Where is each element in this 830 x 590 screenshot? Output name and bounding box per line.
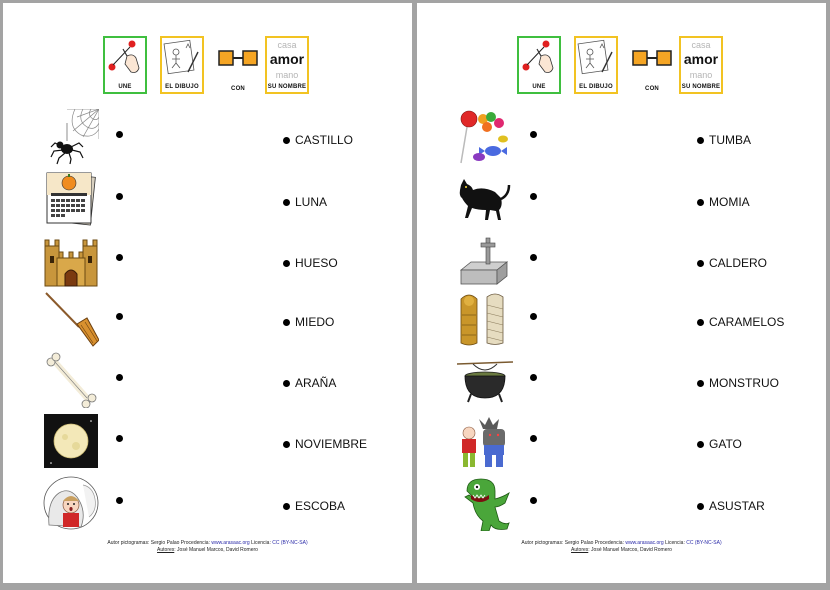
match-dot-right[interactable] <box>697 199 704 206</box>
credits-line-1 <box>417 540 826 547</box>
match-dot-right[interactable] <box>283 441 290 448</box>
match-dot-right[interactable] <box>283 199 290 206</box>
dibujo-label: EL DIBUJO <box>165 84 199 90</box>
con-label: CON <box>231 86 245 92</box>
match-dot-right[interactable] <box>697 137 704 144</box>
match-row <box>417 289 826 349</box>
mummies-icon <box>457 291 513 347</box>
credits-authors: : José Manuel Marcos, David Romero <box>174 547 258 553</box>
match-dot-right[interactable] <box>697 319 704 326</box>
credits-license-link[interactable]: CC (BY-NC-SA) <box>686 540 722 546</box>
match-word: GATO <box>709 437 742 451</box>
match-row <box>3 107 412 167</box>
match-dot-left[interactable] <box>116 374 123 381</box>
match-row <box>417 230 826 290</box>
credits-authors-label: Autores <box>571 547 589 553</box>
word-middle: amor <box>269 51 305 67</box>
castle-icon <box>43 232 99 288</box>
match-word: ESCOBA <box>295 499 346 513</box>
credits-line-2 <box>3 547 412 554</box>
dibujo-label: EL DIBUJO <box>579 84 613 90</box>
word-top: casa <box>277 40 297 50</box>
match-dot-left[interactable] <box>116 131 123 138</box>
credits-footer <box>3 540 412 554</box>
credits-prefix: Autor pictogramas: <box>521 540 565 546</box>
dibujo-pictogram <box>160 36 204 94</box>
match-row <box>3 473 412 533</box>
match-dot-left[interactable] <box>530 254 537 261</box>
credits-footer <box>417 540 826 554</box>
bone-icon <box>43 352 99 408</box>
con-label: CON <box>645 86 659 92</box>
broom-icon <box>43 291 99 347</box>
match-dot-left[interactable] <box>116 497 123 504</box>
match-dot-left[interactable] <box>530 497 537 504</box>
match-word: ASUSTAR <box>709 499 765 513</box>
monster-icon <box>457 413 513 469</box>
match-dot-right[interactable] <box>697 441 704 448</box>
match-row <box>3 289 412 349</box>
match-row <box>417 350 826 410</box>
credits-authors: : José Manuel Marcos, David Romero <box>588 547 672 553</box>
match-dot-right[interactable] <box>283 380 290 387</box>
credits-source-label: Procedencia: <box>179 540 212 546</box>
match-row <box>417 107 826 167</box>
fear-icon <box>43 475 99 531</box>
nombre-label: SU NOMBRE <box>681 84 721 90</box>
connect-dots-icon <box>519 38 559 84</box>
credits-line-1 <box>3 540 412 547</box>
credits-source-label: Procedencia: <box>593 540 626 546</box>
con-pictogram <box>216 36 260 94</box>
match-dot-left[interactable] <box>530 313 537 320</box>
match-row <box>3 169 412 229</box>
une-pictogram <box>103 36 147 94</box>
match-dot-right[interactable] <box>283 503 290 510</box>
credits-license-label: Licencia: <box>249 540 273 546</box>
match-word: MONSTRUO <box>709 376 779 390</box>
link-icon <box>630 36 674 82</box>
scare-icon <box>457 475 513 531</box>
match-row <box>3 350 412 410</box>
instruction-strip <box>103 36 318 98</box>
match-dot-right[interactable] <box>283 319 290 326</box>
match-dot-right[interactable] <box>697 380 704 387</box>
match-word: NOVIEMBRE <box>295 437 368 451</box>
drawing-icon <box>576 38 616 84</box>
une-label: UNE <box>532 84 546 90</box>
worksheet-page-left <box>3 3 412 583</box>
match-dot-left[interactable] <box>530 193 537 200</box>
con-pictogram <box>630 36 674 94</box>
match-word: LUNA <box>295 195 328 209</box>
nombre-label: SU NOMBRE <box>267 84 307 90</box>
november-calendar-icon <box>43 171 99 227</box>
match-row <box>3 411 412 471</box>
dibujo-pictogram <box>574 36 618 94</box>
black-cat-icon <box>457 171 513 227</box>
match-word: CALDERO <box>709 256 768 270</box>
match-dot-left[interactable] <box>116 435 123 442</box>
une-label: UNE <box>118 84 132 90</box>
word-top: casa <box>691 40 711 50</box>
match-word: ARAÑA <box>295 376 337 390</box>
match-dot-right[interactable] <box>697 503 704 510</box>
drawing-icon <box>162 38 202 84</box>
une-pictogram <box>517 36 561 94</box>
match-dot-left[interactable] <box>116 193 123 200</box>
match-dot-left[interactable] <box>530 131 537 138</box>
cauldron-icon <box>457 352 513 408</box>
match-word: CASTILLO <box>295 133 354 147</box>
connect-dots-icon <box>105 38 145 84</box>
word-middle: amor <box>683 51 719 67</box>
credits-source-link[interactable]: www.arasaac.org <box>211 540 250 546</box>
match-row <box>3 230 412 290</box>
nombre-pictogram <box>679 36 723 94</box>
match-dot-left[interactable] <box>530 374 537 381</box>
tomb-icon <box>457 232 513 288</box>
credits-source-link[interactable]: www.arasaac.org <box>625 540 664 546</box>
match-row <box>417 473 826 533</box>
match-word: MIEDO <box>295 315 335 329</box>
credits-license-link[interactable]: CC (BY-NC-SA) <box>272 540 308 546</box>
link-icon <box>216 36 260 82</box>
credits-line-2 <box>417 547 826 554</box>
word-bottom: mano <box>689 70 713 80</box>
match-dot-left[interactable] <box>530 435 537 442</box>
word-bottom: mano <box>275 70 299 80</box>
match-word: HUESO <box>295 256 338 270</box>
credits-authors-label: Autores <box>157 547 175 553</box>
spider-web-icon <box>43 109 99 165</box>
match-row <box>417 411 826 471</box>
nombre-pictogram <box>265 36 309 94</box>
match-row <box>417 169 826 229</box>
match-dot-left[interactable] <box>116 254 123 261</box>
instruction-strip <box>517 36 732 98</box>
credits-author: Sergio Palao <box>564 540 594 546</box>
match-word: TUMBA <box>709 133 751 147</box>
match-dot-left[interactable] <box>116 313 123 320</box>
match-word: CARAMELOS <box>709 315 785 329</box>
match-word: MOMIA <box>709 195 750 209</box>
credits-license-label: Licencia: <box>663 540 687 546</box>
match-dot-right[interactable] <box>283 260 290 267</box>
match-dot-right[interactable] <box>697 260 704 267</box>
full-moon-icon <box>43 413 99 469</box>
credits-prefix: Autor pictogramas: <box>107 540 151 546</box>
candies-icon <box>457 109 513 165</box>
credits-author: Sergio Palao <box>150 540 180 546</box>
match-dot-right[interactable] <box>283 137 290 144</box>
worksheet-page-right <box>417 3 826 583</box>
